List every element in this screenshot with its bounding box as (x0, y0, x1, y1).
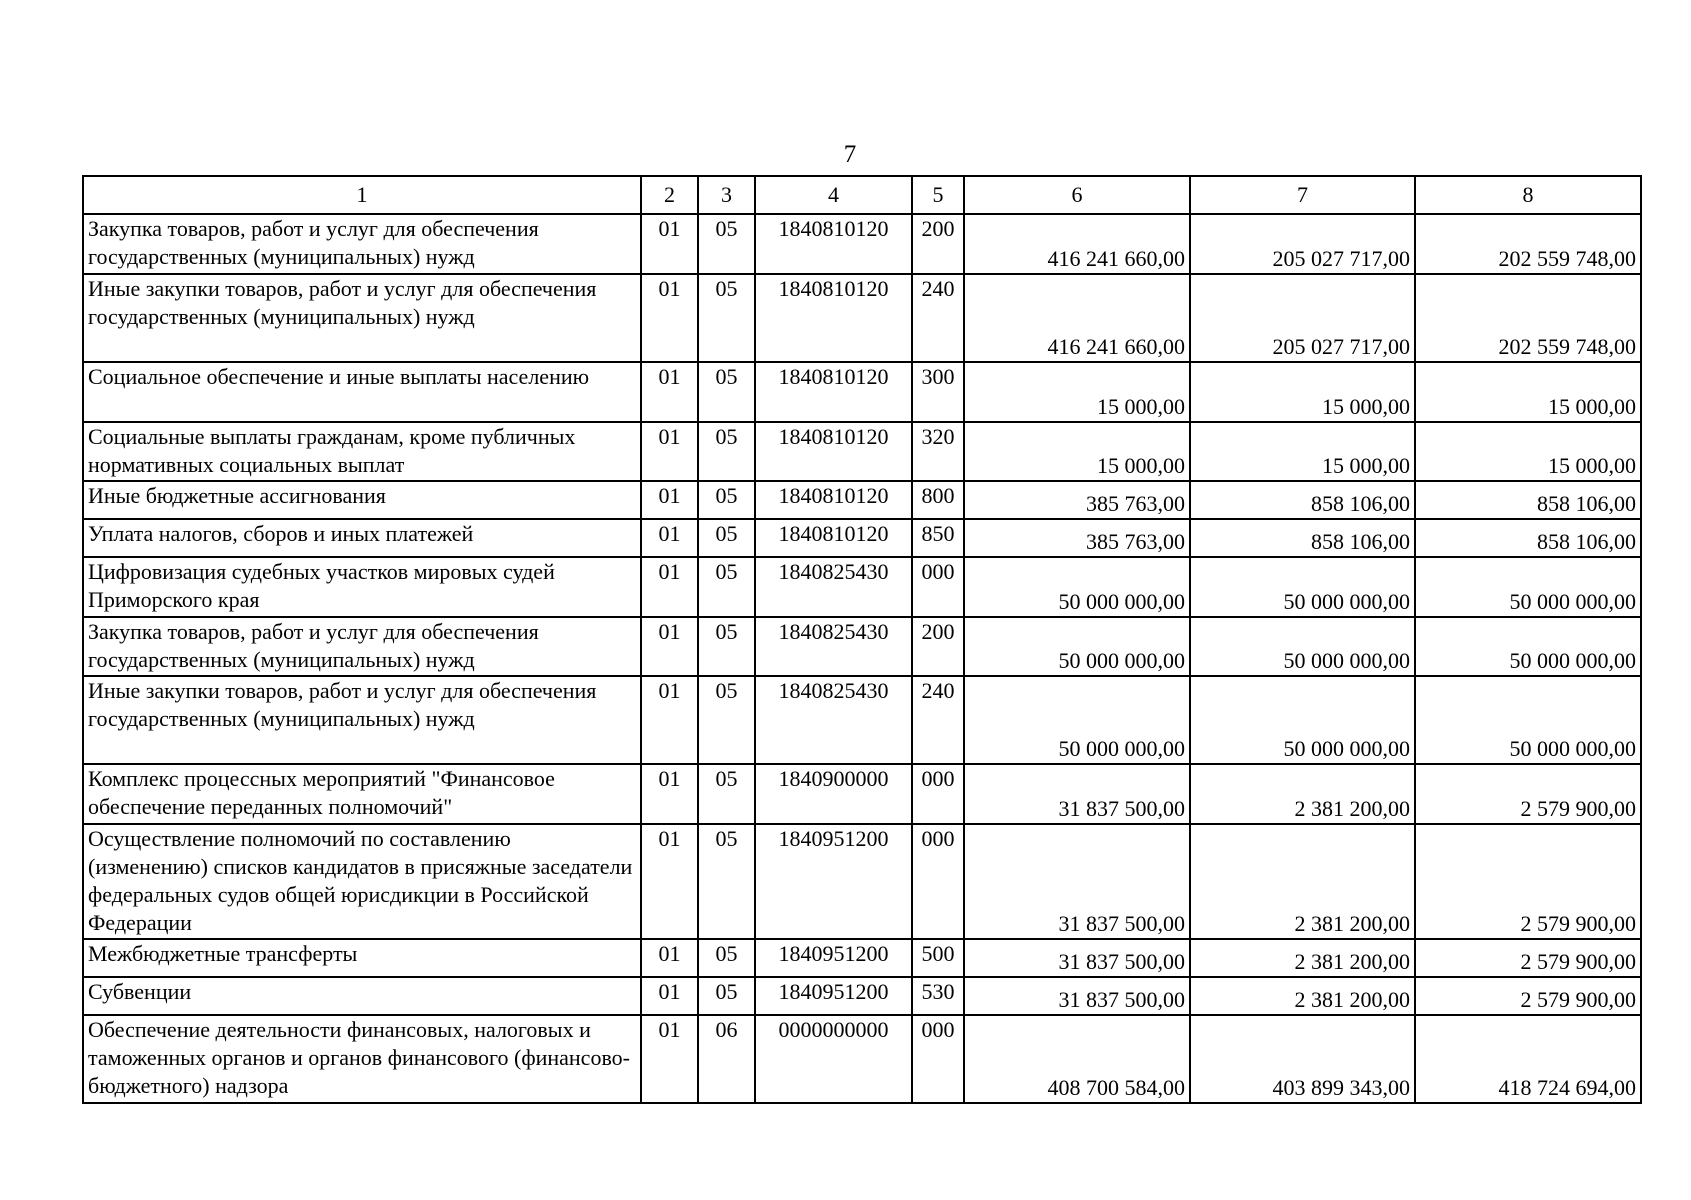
row-amount-8: 418 724 694,00 (1415, 1015, 1641, 1103)
row-amount-8: 202 559 748,00 (1415, 214, 1641, 274)
row-code-2: 01 (641, 214, 698, 274)
table-row (83, 676, 1641, 764)
row-name: Социальные выплаты гражданам, кроме публичных нормативных социальных выплат (83, 422, 641, 481)
row-code-4: 1840951200 (755, 824, 912, 939)
row-amount-8: 858 106,00 (1415, 519, 1641, 557)
row-code-4: 1840810120 (755, 481, 912, 519)
row-code-4: 1840951200 (755, 939, 912, 977)
row-amount-7: 205 027 717,00 (1190, 274, 1415, 362)
row-amount-8: 50 000 000,00 (1415, 557, 1641, 617)
row-code-4: 1840810120 (755, 422, 912, 481)
row-amount-6: 416 241 660,00 (964, 214, 1190, 274)
row-amount-7: 2 381 200,00 (1190, 977, 1415, 1015)
row-amount-6: 385 763,00 (964, 519, 1190, 557)
row-code-5: 000 (912, 824, 964, 939)
row-name: Закупка товаров, работ и услуг для обеспечения государственных (муниципальных) нужд (83, 214, 641, 274)
row-name: Иные закупки товаров, работ и услуг для обеспечения государственных (муниципальных) нужд (83, 274, 641, 362)
row-amount-6: 416 241 660,00 (964, 274, 1190, 362)
table-row (83, 557, 1641, 617)
table-row (83, 977, 1641, 1015)
table-row (83, 422, 1641, 481)
row-code-2: 01 (641, 422, 698, 481)
row-code-3: 05 (698, 977, 755, 1015)
row-code-3: 05 (698, 214, 755, 274)
header-cell: 8 (1415, 176, 1641, 214)
row-code-3: 05 (698, 481, 755, 519)
table-row (83, 764, 1641, 824)
row-code-2: 01 (641, 939, 698, 977)
row-amount-7: 403 899 343,00 (1190, 1015, 1415, 1103)
row-amount-6: 408 700 584,00 (964, 1015, 1190, 1103)
row-code-5: 000 (912, 557, 964, 617)
row-code-5: 200 (912, 214, 964, 274)
row-name: Социальное обеспечение и иные выплаты населению (83, 362, 641, 422)
row-code-3: 05 (698, 617, 755, 676)
table-row (83, 617, 1641, 676)
table-row (83, 519, 1641, 557)
header-cell: 3 (698, 176, 755, 214)
table-row (83, 214, 1641, 274)
row-code-5: 240 (912, 274, 964, 362)
row-code-4: 1840825430 (755, 557, 912, 617)
row-code-5: 500 (912, 939, 964, 977)
row-code-2: 01 (641, 1015, 698, 1103)
row-code-4: 1840810120 (755, 362, 912, 422)
row-code-3: 05 (698, 824, 755, 939)
row-code-4: 1840825430 (755, 676, 912, 764)
row-code-2: 01 (641, 557, 698, 617)
row-code-4: 1840900000 (755, 764, 912, 824)
row-name: Межбюджетные трансферты (83, 939, 641, 977)
row-name: Осуществление полномочий по составлению (изменению) списков кандидатов в присяжные заседатели федеральных судов общей юрисдикции в Российской Федерации (83, 824, 641, 939)
row-amount-8: 2 579 900,00 (1415, 977, 1641, 1015)
row-code-5: 200 (912, 617, 964, 676)
row-amount-8: 2 579 900,00 (1415, 764, 1641, 824)
row-amount-7: 15 000,00 (1190, 422, 1415, 481)
row-amount-6: 31 837 500,00 (964, 939, 1190, 977)
row-name: Иные бюджетные ассигнования (83, 481, 641, 519)
row-code-4: 1840810120 (755, 214, 912, 274)
row-amount-6: 31 837 500,00 (964, 824, 1190, 939)
row-amount-8: 50 000 000,00 (1415, 676, 1641, 764)
row-code-2: 01 (641, 274, 698, 362)
budget-table (82, 175, 1642, 1104)
table-header-row (83, 176, 1641, 214)
row-amount-7: 205 027 717,00 (1190, 214, 1415, 274)
row-amount-8: 15 000,00 (1415, 362, 1641, 422)
row-name: Субвенции (83, 977, 641, 1015)
table-row (83, 362, 1641, 422)
table-row (83, 274, 1641, 362)
row-name: Уплата налогов, сборов и иных платежей (83, 519, 641, 557)
row-amount-8: 50 000 000,00 (1415, 617, 1641, 676)
row-amount-7: 15 000,00 (1190, 362, 1415, 422)
header-cell: 1 (83, 176, 641, 214)
row-code-2: 01 (641, 977, 698, 1015)
row-amount-7: 2 381 200,00 (1190, 939, 1415, 977)
row-code-5: 320 (912, 422, 964, 481)
row-code-5: 800 (912, 481, 964, 519)
row-amount-7: 858 106,00 (1190, 481, 1415, 519)
row-code-5: 300 (912, 362, 964, 422)
header-cell: 6 (964, 176, 1190, 214)
row-code-5: 850 (912, 519, 964, 557)
row-code-2: 01 (641, 676, 698, 764)
row-code-3: 05 (698, 557, 755, 617)
row-name: Иные закупки товаров, работ и услуг для обеспечения государственных (муниципальных) нужд (83, 676, 641, 764)
row-amount-7: 2 381 200,00 (1190, 824, 1415, 939)
row-code-4: 0000000000 (755, 1015, 912, 1103)
header-cell: 4 (755, 176, 912, 214)
row-amount-7: 858 106,00 (1190, 519, 1415, 557)
row-code-4: 1840810120 (755, 519, 912, 557)
row-amount-7: 50 000 000,00 (1190, 557, 1415, 617)
row-name: Цифровизация судебных участков мировых судей Приморского края (83, 557, 641, 617)
row-code-4: 1840951200 (755, 977, 912, 1015)
row-amount-8: 858 106,00 (1415, 481, 1641, 519)
row-code-2: 01 (641, 764, 698, 824)
header-cell: 5 (912, 176, 964, 214)
row-amount-6: 31 837 500,00 (964, 764, 1190, 824)
header-cell: 2 (641, 176, 698, 214)
row-code-3: 05 (698, 362, 755, 422)
row-code-3: 05 (698, 676, 755, 764)
row-code-2: 01 (641, 824, 698, 939)
row-amount-7: 50 000 000,00 (1190, 617, 1415, 676)
row-amount-8: 2 579 900,00 (1415, 939, 1641, 977)
row-amount-6: 50 000 000,00 (964, 617, 1190, 676)
row-code-5: 000 (912, 1015, 964, 1103)
row-amount-6: 50 000 000,00 (964, 557, 1190, 617)
row-code-5: 000 (912, 764, 964, 824)
table-row (83, 824, 1641, 939)
row-amount-6: 15 000,00 (964, 422, 1190, 481)
row-amount-8: 15 000,00 (1415, 422, 1641, 481)
row-amount-6: 15 000,00 (964, 362, 1190, 422)
table-row (83, 1015, 1641, 1103)
row-name: Обеспечение деятельности финансовых, налоговых и таможенных органов и органов финансового (финансово-бюджетного) надзора (83, 1015, 641, 1103)
row-code-5: 530 (912, 977, 964, 1015)
row-code-3: 05 (698, 939, 755, 977)
row-code-3: 05 (698, 274, 755, 362)
row-code-3: 05 (698, 764, 755, 824)
row-code-2: 01 (641, 617, 698, 676)
row-code-3: 06 (698, 1015, 755, 1103)
row-name: Комплекс процессных мероприятий "Финансовое обеспечение переданных полномочий" (83, 764, 641, 824)
row-code-2: 01 (641, 519, 698, 557)
page-number: 7 (843, 141, 857, 168)
row-code-5: 240 (912, 676, 964, 764)
row-amount-6: 385 763,00 (964, 481, 1190, 519)
table-row (83, 939, 1641, 977)
row-amount-7: 50 000 000,00 (1190, 676, 1415, 764)
row-code-4: 1840825430 (755, 617, 912, 676)
row-amount-8: 202 559 748,00 (1415, 274, 1641, 362)
row-code-4: 1840810120 (755, 274, 912, 362)
row-code-2: 01 (641, 481, 698, 519)
row-amount-6: 50 000 000,00 (964, 676, 1190, 764)
row-code-3: 05 (698, 422, 755, 481)
row-name: Закупка товаров, работ и услуг для обеспечения государственных (муниципальных) нужд (83, 617, 641, 676)
row-amount-7: 2 381 200,00 (1190, 764, 1415, 824)
row-code-2: 01 (641, 362, 698, 422)
row-amount-8: 2 579 900,00 (1415, 824, 1641, 939)
table-row (83, 481, 1641, 519)
row-amount-6: 31 837 500,00 (964, 977, 1190, 1015)
row-code-3: 05 (698, 519, 755, 557)
header-cell: 7 (1190, 176, 1415, 214)
